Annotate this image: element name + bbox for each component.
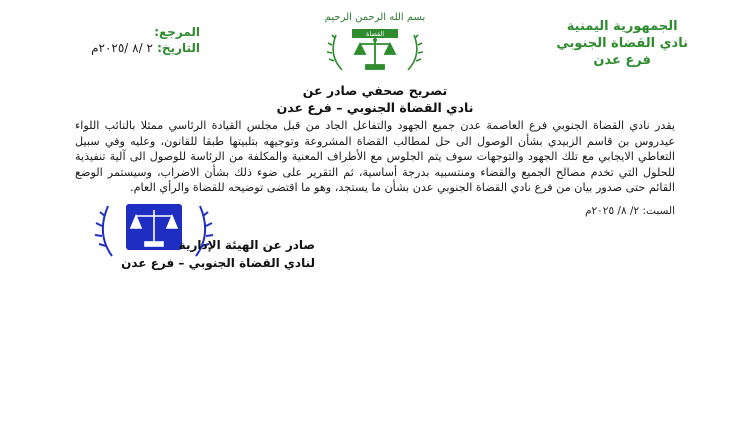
club-logo-icon [322, 25, 428, 75]
statement-date: السبت: ٢/ ٨/ ٢٠٢٥م [585, 205, 675, 217]
org-line-country: الجمهورية اليمنية [566, 19, 678, 34]
statement-body: يقدر نادي القضاة الجنوبي فرع العاصمة عدن جميع الجهود والتفاعل الجاد من قبل مجلس القيادة الرئاسي ممثلا بالنائب اللواء عيدروس بن قاسم الزبيدي بشأن الوصول الى حل لمطالب القضاة المشروعة وتوجيهه بتلبيتها طبقا للقانون، وعليه وفي سبيل التعاطي الايجابي مع تلك الجهود والتوجهات سوف يتم الجلوس مع الأطراف المعنية والمكلفة من الرئاسة للوصول الى آلية تنفيذية للحلول التي تخدم مصالح الجميع والقضاء ومنتسبيه بدرجة أساسية، ثم التقرير على ضوء ذلك بشأن الاضراب، وسيستمر الوضع القائم حتى صدور بيان من فرع نادي القضاة الجنوبي عدن بشأن ما يستجد، وهو ما اقتضى توضيحه للقضاة والرأي العام. [75, 119, 675, 195]
title-line-2: نادي القضاة الجنوبي – فرع عدن [276, 100, 474, 115]
title-line-1: تصريح صحفي صادر عن [302, 83, 448, 98]
signature-block [85, 236, 315, 272]
basmala: بسم الله الرحمن الرحيم [324, 12, 426, 23]
org-line-branch: فرع عدن [593, 53, 651, 68]
statement-title [200, 82, 550, 116]
reference-block [60, 24, 200, 56]
signature-line-1: صادر عن الهيئة الإدارية [178, 238, 315, 252]
date-row [60, 40, 200, 56]
date-label: التاريخ: [157, 41, 200, 55]
signature-line-2: لنادي القضاة الجنوبي – فرع عدن [121, 256, 315, 270]
org-header [556, 18, 688, 69]
reference-label: المرجع: [154, 25, 200, 39]
date-value: ٢ /٨ /٢٠٢٥م [91, 41, 153, 55]
org-line-club: نادي القضاة الجنوبي [556, 36, 688, 51]
logo-banner-text: القضاة [365, 30, 385, 38]
